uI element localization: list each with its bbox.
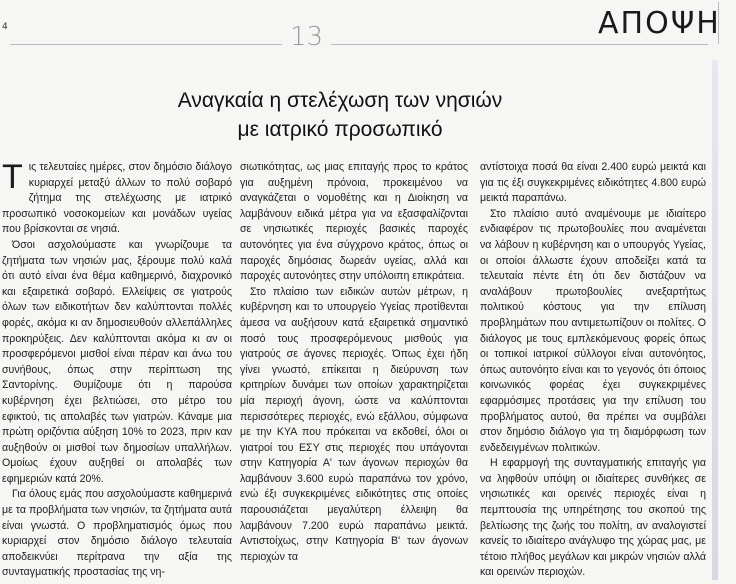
dropcap: Τ — [2, 158, 23, 196]
paragraph: Η εφαρμογή της συνταγματικής επιταγής για να ληφθούν υπόψη οι ιδιαίτερες συνθήκες σε νησιωτικές και ορεινές περιοχές είναι η πεμπτουσία της υπηρέτησης του σκοπού της βελτίωσης της ζωής του πολίτη, αν αναλογιστεί κανείς το ιδιαίτερο ανάγλυφο της χώρας μας, με τέτοιο πλήθος μεγάλων και μικρών νησιών αλλά και ορεινών περιοχών. — [480, 457, 706, 579]
section-box — [718, 2, 729, 44]
paragraph: Για όλους εμάς που ασχολούμαστε καθημερινά με τα προβλήματα των νησιών, τα ζητήματα αυτά είναι γνωστά. Ο προβληματισμός όμως που κυριαρχεί στον δημόσιο διάλογο τελευταία αποδεικνύει περίτρανα την αξία της συνταγματικής προστασίας της νη- — [2, 488, 232, 579]
article-column-3 — [480, 160, 706, 581]
paragraph: Στο πλαίσιο αυτό αναμένουμε με ιδιαίτερο ενδιαφέρον τις πρωτοβουλίες που αναμένεται να λάβουν η κυβέρνηση και ο υπουργός Υγείας, οι οποίοι άλλωστε έχουν αποδείξει κατά τα τελευταία πέντε έτη ότι δεν διστάζουν να αναλάβουν πρωτοβουλίες ανεξαρτήτως πολιτικού κόστους για την επίλυση προβλημάτων που αντιμετωπίζουν οι πολίτες. Ο διάλογος με τους εμπλεκόμενους φορείς όπως οι τοπικοί ιατρικοί σύλλογοι είναι αυτονόητος, όπως αυτονόητο είναι και το γεγονός ότι όποιος κοινωνικός φορέας έχει συγκεκριμένες εφαρμόσιμες προτάσεις για την επίλυση του προβλήματος αυτού, θα πρέπει να συμβάλει στον δημόσιο διάλογο για τη διαμόρφωση των ενδεδειγμένων πολιτικών. — [480, 207, 706, 454]
headline — [120, 86, 560, 144]
paragraph: αντίστοιχα ποσά θα είναι 2.400 ευρώ μεικτά και για τις έξι συγκεκριμένες ειδικότητες 4.800 ευρώ μεικτά παραπάνω. — [480, 161, 706, 205]
article-column-2 — [240, 160, 468, 565]
paragraph: σιωτικότητας, ως μιας επιταγής προς το κράτος για αυξημένη πρόνοια, προκειμένου να αναγκάζεται ο νομοθέτης και η Διοίκηση να λαμβάνουν ειδικά μέτρα για να εξασφαλίζονται σε νησιωτικές περιοχές βασικές παροχές αυτονόητες για ένα σύγχρονο κράτος, όπως οι παροχές δημόσιας δωρεάν υγείας, αλλά και παροχές αυτονόητες στην υπόλοιπη επικράτεια. — [240, 161, 468, 283]
paragraph: Όσοι ασχολούμαστε και γνωρίζουμε τα ζητήματα των νησιών μας, ξέρουμε πολύ καλά ότι αυτό είναι ένα θέμα καθημερινό, διαχρονικό και εξαιρετικά σοβαρό. Ελλείψεις σε γιατρούς όλων των ειδικοτήτων δεν καλύπτονται πολλές φορές, ακόμα κι αν δημοσιευθούν αλλεπάλληλες προκηρύξεις. Δεν καλύπτονται ακόμα κι αν οι προσφερόμενοι μισθοί είναι πέραν και άνω του συνήθους, όπως στην περίπτωση της Σαντορίνης. Θυμίζουμε ότι η παρούσα κυβέρνηση έχει βελτιώσει, στο μέτρο του εφικτού, τις απολαβές των γιατρών. Κάναμε μια πρώτη οριζόντια αύξηση 10% το 2023, πριν καν αυξηθούν οι μισθοί των δημοσίων υπαλλήλων. Ομοίως έχουν αυξηθεί οι απολαβές των εφημεριών κατά 20%. — [2, 238, 232, 485]
article-column-1 — [0, 160, 232, 581]
headline-line-2: με ιατρικό προσωπικό — [237, 118, 443, 141]
page-number: 13 — [282, 22, 331, 52]
section-label: ΑΠΟΨΗ — [592, 6, 721, 42]
paragraph: Στο πλαίσιο των ειδικών αυτών μέτρων, η κυβέρνηση και το υπουργείο Υγείας προτίθενται άμεσα να αυξήσουν κατά εξαιρετικά σημαντικό ποσό τους προσφερόμενους μισθούς για γιατρούς σε άγονες περιοχές. Όπως έχει ήδη γίνει γνωστό, επίκειται η διεύρυνση των κριτηρίων δυνάμει των οποίων χαρακτηρίζεται μία περιοχή άγονη, ώστε να καλύπτονται περισσότερες περιοχές, ενώ εξάλλου, σύμφωνα με την ΚΥΑ που πρόκειται να εκδοθεί, όλοι οι γιατροί του ΕΣΥ στις περιοχές που υπάγονται στην Κατηγορία Α' των άγονων περιοχών θα λαμβάνουν 3.600 ευρώ παραπάνω τον χρόνο, ενώ έξι συγκεκριμένες ειδικότητες στις οποίες παρουσιάζεται μεγαλύτερη έλλειψη θα λαμβάνουν 7.200 ευρώ παραπάνω μεικτά. Αντιστοίχως, στην Κατηγορία Β' των άγονων περιοχών τα — [240, 285, 468, 563]
paragraph — [2, 160, 232, 238]
header-rule — [10, 44, 708, 45]
page-marker: 4 — [2, 22, 8, 32]
side-rule — [712, 60, 718, 580]
headline-line-1: Αναγκαία η στελέχωση των νησιών — [177, 89, 503, 112]
paragraph-text: ις τελευταίες ημέρες, στον δημόσιο διάλογο κυριαρχεί μεταξύ άλλων το πολύ σοβαρό ζήτημα της στελέχωσης με ιατρικό προσωπικό νοσοκομείων και μονάδων υγείας που βρίσκονται σε νησιά. — [2, 161, 232, 236]
